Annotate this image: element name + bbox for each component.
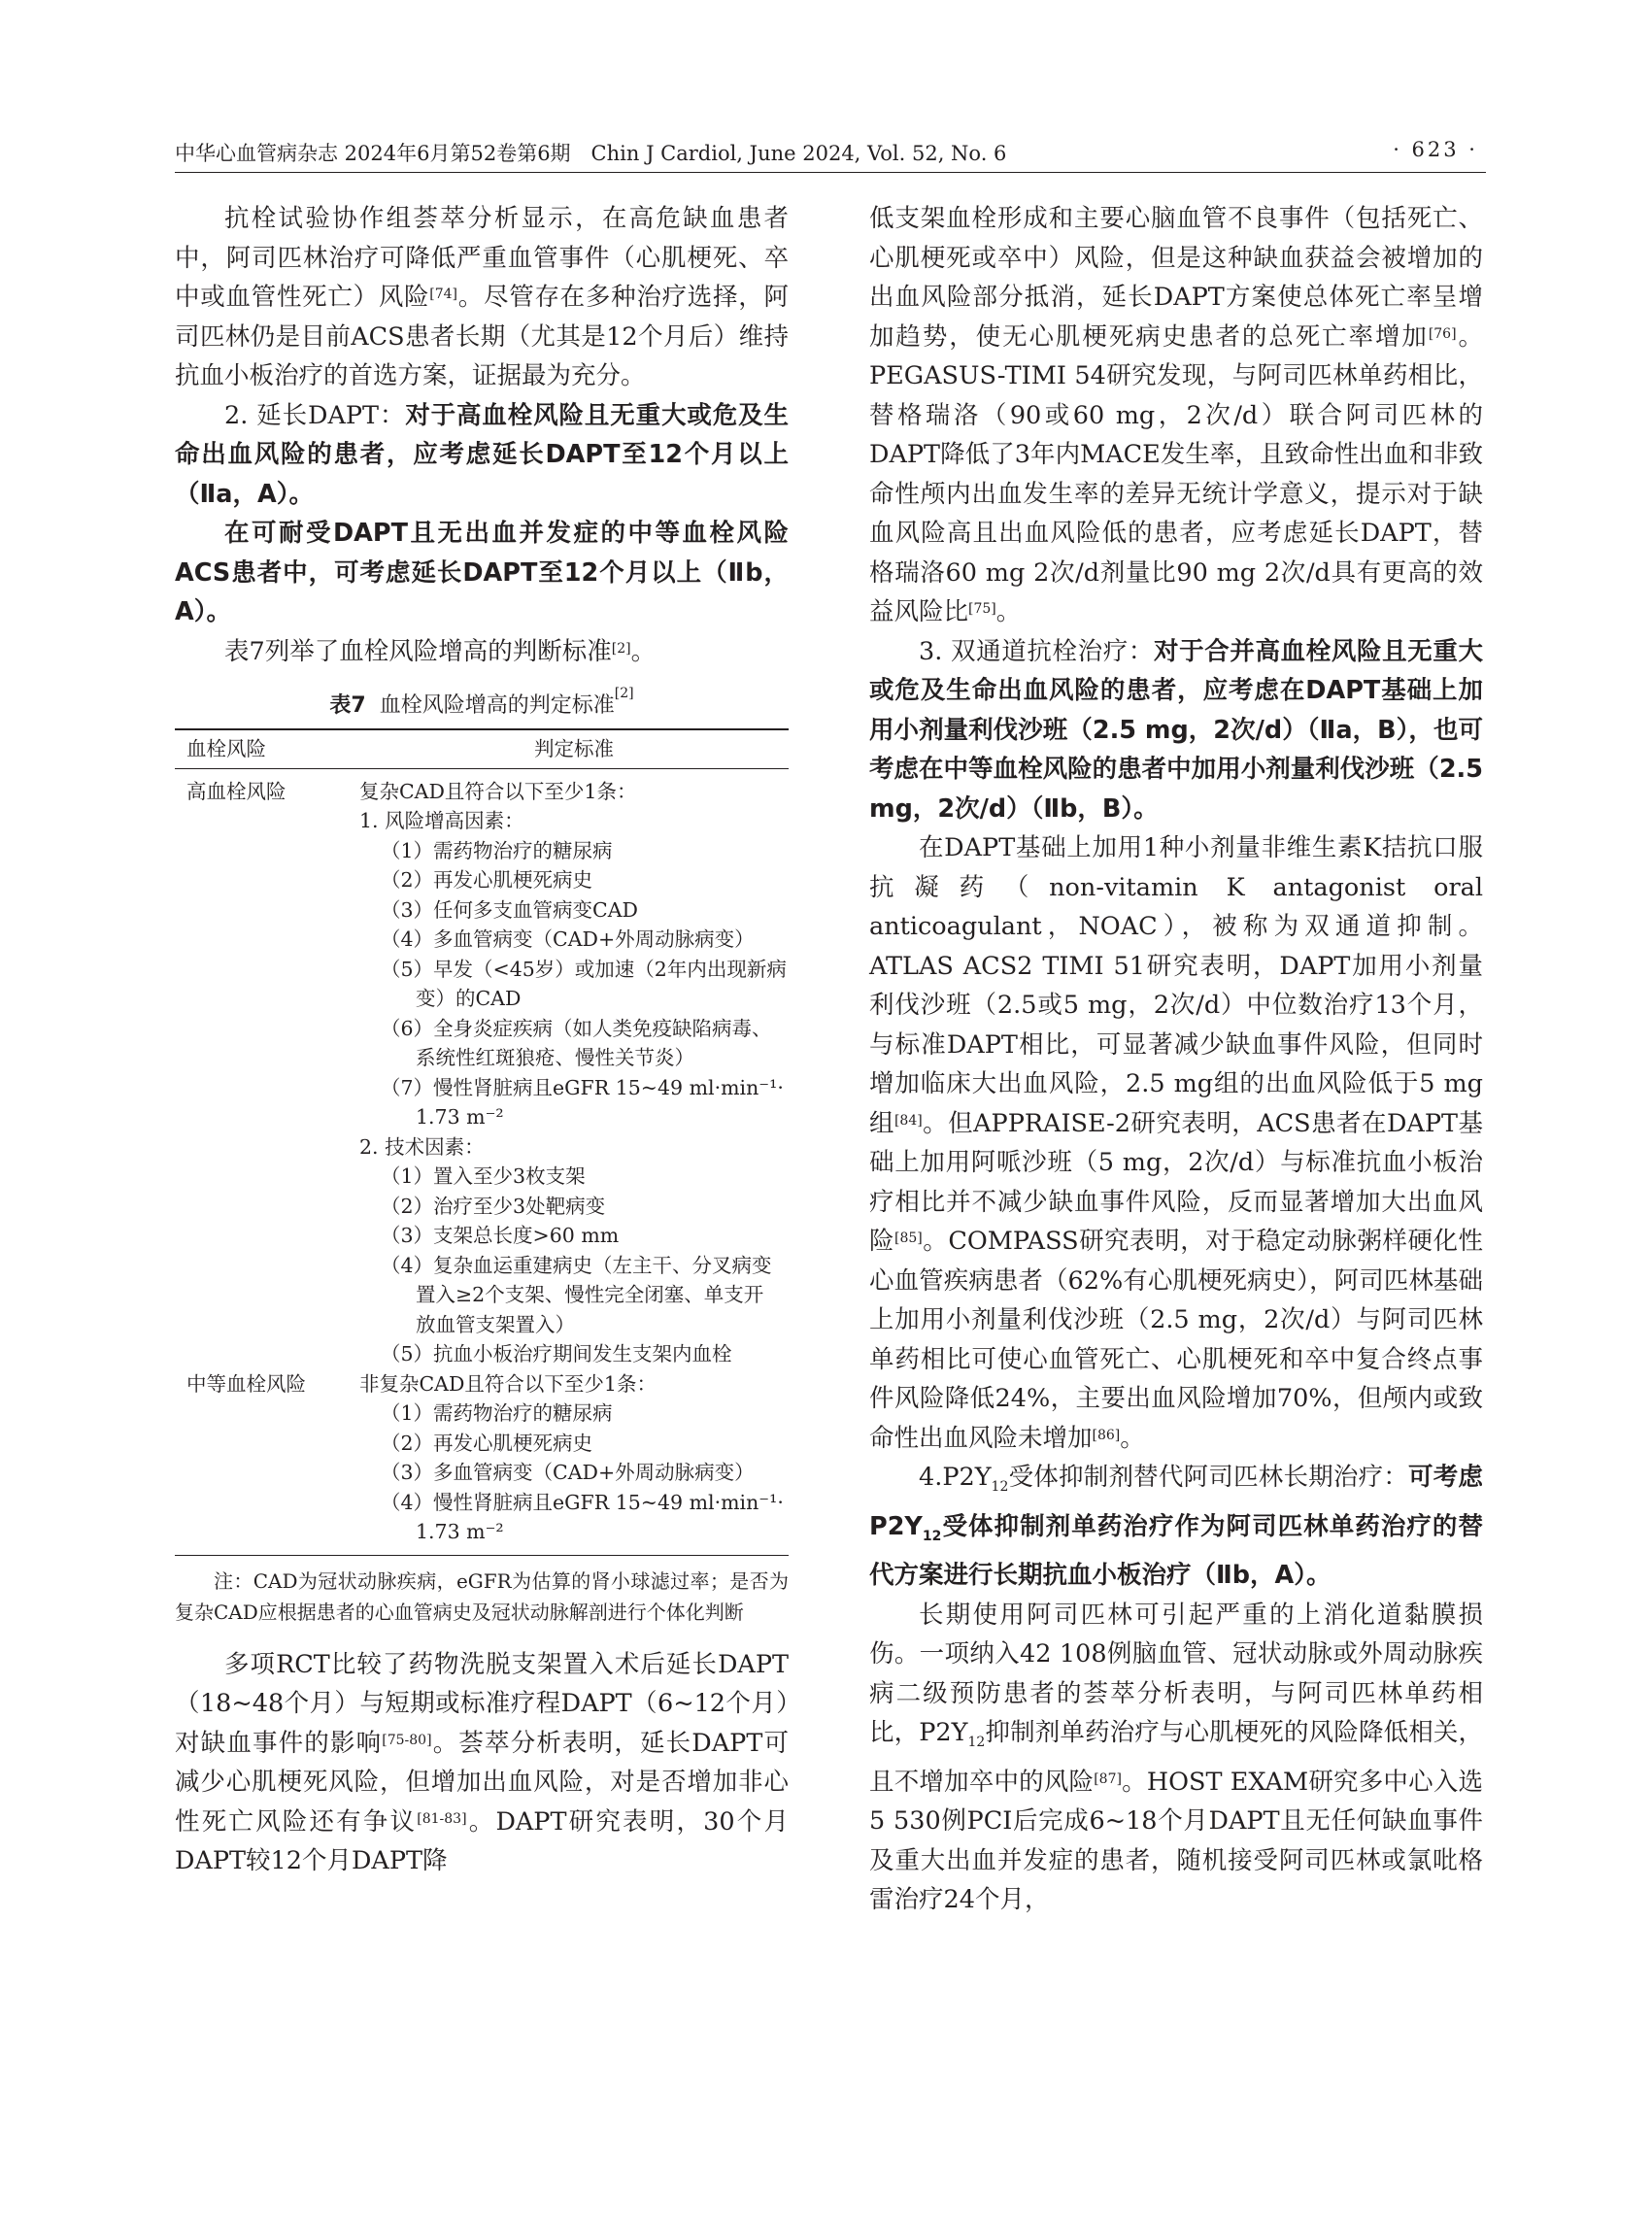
paragraph-long-term-aspirin: 长期使用阿司匹林可引起严重的上消化道黏膜损伤。一项纳入42 108例脑血管、冠状动脉或外周动脉疾病二级预防患者的荟萃分析表明，与阿司匹林单药相比，$P2Y_{12}$抑制剂单药治疗与心肌梗死的风险降低相关，且不增加卒中的风险[87]。HOST EXAM研究多中心入选5 530例PCI后完成6~18个月DAPT且无任何缺血事件及重大出血并发症的患者，随机接受阿司匹林或氯吡格雷治疗24个月， [869, 1600, 1483, 1915]
recommendation-extend-dapt-moderate: 在可耐受DAPT且无出血并发症的中等血栓风险ACS患者中，可考虑延长DAPT至12个月以上（Ⅱb，A）。 [175, 519, 789, 626]
risk-level-mid: 中等血栓风险 [175, 1369, 359, 1556]
left-column [175, 199, 789, 2103]
citation-ref[interactable]: [84] [893, 1112, 923, 1129]
table-footnote: 注：CAD为冠状动脉疾病，eGFR为估算的肾小球滤过率；是否为复杂CAD应根据患者的心血管病史及冠状动脉解剖进行个体化判断 [175, 1568, 789, 1624]
journal-citation: 中华心血管病杂志 2024年6月第52卷第6期 Chin J Cardiol, June 2024, Vol. 52, No. 6 [175, 142, 1007, 165]
citation-ref[interactable]: [86] [1092, 1427, 1121, 1443]
paragraph-dual-pathway-evidence: 在DAPT基础上加用1种小剂量非维生素K拮抗口服抗凝药（non-vitamin K antagonist oral anticoagulant，NOAC），被称为双通道抑制。ATLAS ACS2 TIMI 51研究表明，DAPT加用小剂量利伐沙班（2.5或5 mg，2次/d）中位数治疗13个月，与标准DAPT相比，可显著减少缺血事件风险，但同时增加临床大出血风险，2.5 mg组的出血风险低于5 mg组[84]。但APPRAISE-2研究表明，ACS患者在DAPT基础上加用阿哌沙班（5 mg，2次/d）与标准抗血小板治疗相比并不减少缺血事件风险，反而显著增加大出血风险[85]。COMPASS研究表明，对于稳定动脉粥样硬化性心血管疾病患者（62%有心肌梗死病史），阿司匹林基础上加用小剂量利伐沙班（2.5 mg，2次/d）与阿司匹林单药相比可使心血管死亡、心肌梗死和卒中复合终点事件风险降低24%，主要出血风险增加70%，但颅内或致命性出血风险未增加[86]。 [869, 833, 1483, 1453]
thrombosis-risk-table [175, 728, 789, 1556]
citation-ref[interactable]: [2] [611, 640, 631, 657]
paragraph-aspirin-evidence: 抗栓试验协作组荟萃分析显示，在高危缺血患者中，阿司匹林治疗可降低严重血管事件（心肌梗死、卒中或血管性死亡）风险[74]。尽管存在多种治疗选择，阿司匹林仍是目前ACS患者长期（尤其是12个月后）维持抗血小板治疗的首选方案，证据最为充分。 [175, 204, 789, 390]
table-header-row [175, 729, 789, 768]
page-number: · 623 · [1393, 138, 1478, 161]
table-row-mid-risk [175, 1369, 789, 1556]
recommendation-dual-pathway: 3. 双通道抗栓治疗：对于合并高血栓风险且无重大或危及生命出血风险的患者，应考虑在DAPT基础上加用小剂量利伐沙班（2.5 mg，2次/d）（Ⅱa，B），也可考虑在中等血栓风险的患者中加用小剂量利伐沙班（2.5 mg，2次/d）（Ⅱb，B）。 [869, 636, 1483, 824]
citation-ref[interactable]: [76] [1428, 325, 1457, 342]
table-row-high-risk [175, 768, 789, 1369]
paragraph-rct-comparison: 多项RCT比较了药物洗脱支架置入术后延长DAPT（18~48个月）与短期或标准疗程DAPT（6~12个月）对缺血事件的影响[75-80]。荟萃分析表明，延长DAPT可减少心肌梗死风险，但增加出血风险，对是否增加非心性死亡风险还有争议[81-83]。DAPT研究表明，30个月DAPT较12个月DAPT降 [175, 1649, 789, 1875]
criteria-mid: 非复杂CAD且符合以下至少1条： （1）需药物治疗的糖尿病 （2）再发心肌梗死病史 （3）多血管病变（CAD+外周动脉病变） （4）慢性肾脏病且eGFR 15~49 ml·min⁻¹· 1.73 m⁻² [359, 1369, 789, 1556]
citation-ref[interactable]: [75-80] [382, 1732, 432, 1748]
citation-ref[interactable]: [85] [894, 1230, 923, 1246]
citation-ref[interactable]: [75] [968, 601, 996, 617]
risk-level-high: 高血栓风险 [186, 779, 287, 803]
table-title: 表7 血栓风险增高的判定标准[2] [329, 686, 634, 718]
right-column [869, 199, 1483, 2103]
citation-ref[interactable]: [81-83] [417, 1810, 467, 1827]
citation-ref[interactable]: [87] [1094, 1770, 1122, 1787]
column-header-criteria: 判定标准 [359, 729, 789, 768]
running-header [175, 134, 1486, 173]
paragraph-table-intro: 表7列举了血栓风险增高的判断标准[2]。 [224, 636, 657, 666]
criteria-high: 复杂CAD且符合以下至少1条： 1. 风险增高因素： （1）需药物治疗的糖尿病 （2）再发心肌梗死病史 （3）任何多支血管病变CAD （4）多血管病变（CAD+外周动脉病变） （5）早发（<45岁）或加速（2年内出现新病 变）的CAD （6）全身炎症疾病（如人类免疫缺陷病毒、 系统性红斑狼疮、慢性关节炎） （7）慢性肾脏病且eGFR 15~49 ml·min⁻¹· 1.73 m⁻² 2. 技术因素： （1）置入至少3枚支架 （2）治疗至少3处靶病变 （3）支架总长度>60 mm （4）复杂血运重建病史（左主干、分叉病变 置入≥2个支架、慢性完全闭塞、单支开 放血管支架置入） （5）抗血小板治疗期间发生支架内血栓 [359, 779, 787, 1365]
column-header-risk: 血栓风险 [175, 729, 359, 768]
citation-ref[interactable]: [74] [429, 287, 458, 302]
recommendation-p2y12-monotherapy: $4.P2Y_{12}$受体抑制剂替代阿司匹林长期治疗：可考虑$P2Y_{12}$受体抑制剂单药治疗作为阿司匹林单药治疗的替代方案进行长期抗血小板治疗（Ⅱb，A）。 [869, 1463, 1483, 1591]
recommendation-extend-dapt: 2. 延长DAPT：对于高血栓风险且无重大或危及生命出血风险的患者，应考虑延长DAPT至12个月以上（Ⅱa，A）。 [175, 400, 789, 509]
paragraph-dapt-study-cont: 低支架血栓形成和主要心脑血管不良事件（包括死亡、心肌梗死或卒中）风险，但是这种缺血获益会被增加的出血风险部分抵消，延长DAPT方案使总体死亡率呈增加趋势，使无心肌梗死病史患者的总死亡率增加[76]。PEGASUS-TIMI 54研究发现，与阿司匹林单药相比，替格瑞洛（90或60 mg，2次/d）联合阿司匹林的DAPT降低了3年内MACE发生率，且致命性出血和非致命性颅内出血发生率的差异无统计学意义，提示对于缺血风险高且出血风险低的患者，应考虑延长DAPT，替格瑞洛60 mg 2次/d剂量比90 mg 2次/d具有更高的效益风险比[75]。 [869, 204, 1483, 626]
